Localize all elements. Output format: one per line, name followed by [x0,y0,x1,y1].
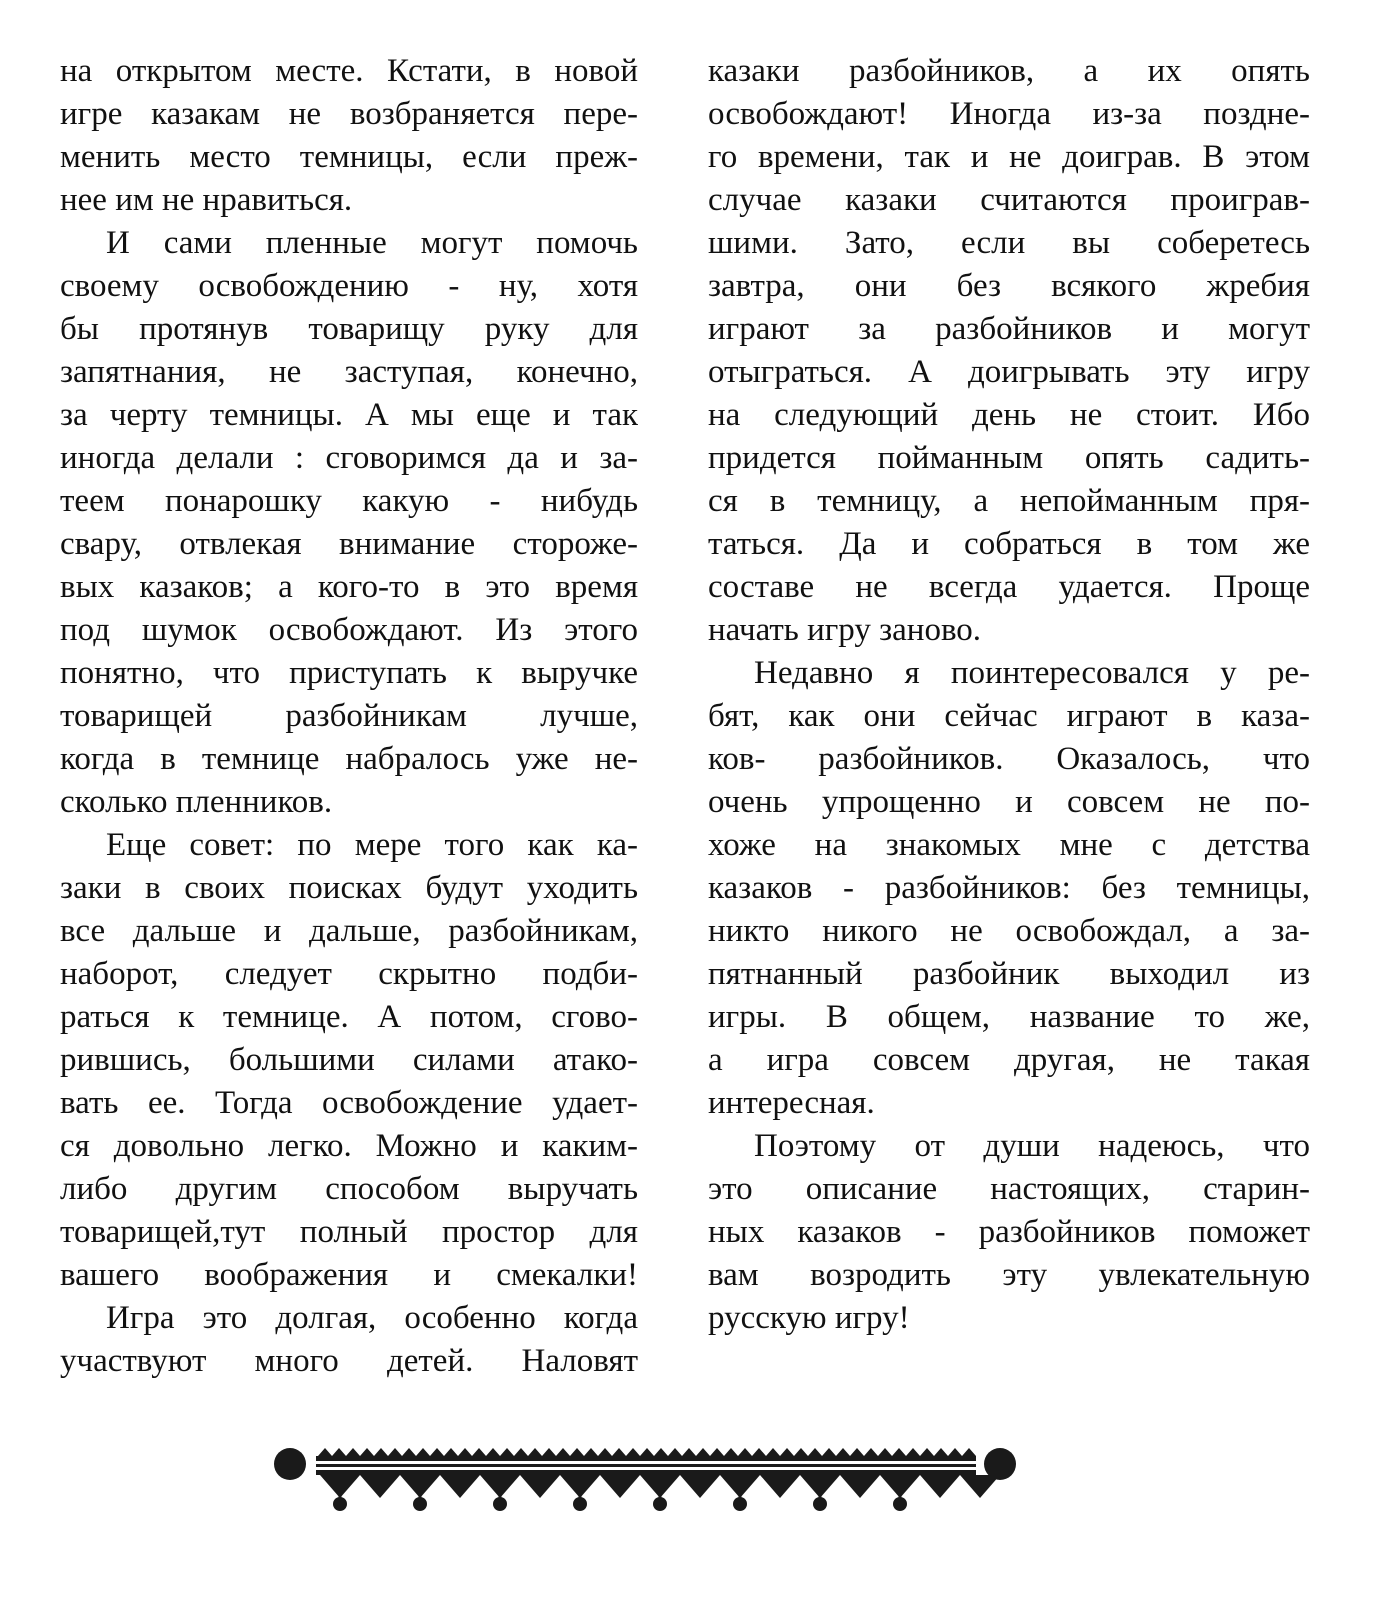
left-text-line: Еще совет: по мере того как ка- [106,827,638,863]
right-text-line: интересная. [708,1085,875,1121]
right-text-line: казаков - разбойников: без темницы, [708,870,1310,906]
right-text-line: го времени, так и не доиграв. В этом [708,139,1310,175]
left-text-line: вать ее. Тогда освобождение удает- [60,1085,638,1121]
left-text-line: ся довольно легко. Можно и каким- [60,1128,638,1164]
right-text-line: составе не всегда удается. Проще [708,569,1310,605]
left-text-line: все дальше и дальше, разбойникам, [60,913,638,949]
left-text-line: товарищей,тут полный простор для [60,1214,638,1250]
left-text-line: товарищей разбойникам лучше, [60,698,638,734]
left-text-line: наборот, следует скрытно подби- [60,956,638,992]
right-text-line: а игра совсем другая, не такая [708,1042,1310,1078]
right-text-line: русскую игру! [708,1300,910,1336]
left-text-line: запятнания, не заступая, конечно, [60,354,638,390]
right-text-line: шими. Зато, если вы соберетесь [708,225,1310,261]
left-text-line: теем понарошку какую - нибудь [60,483,638,519]
right-text-line: ных казаков - разбойников поможет [708,1214,1310,1250]
right-text-line: завтра, они без всякого жребия [708,268,1310,304]
right-text-line: вам возродить эту увлекательную [708,1257,1310,1293]
left-text-line: своему освобождению - ну, хотя [60,268,638,304]
right-text-line: ся в темницу, а непойманным пря- [708,483,1310,519]
left-text-line: вашего воображения и смекалки! [60,1257,638,1293]
right-text-line: придется пойманным опять садить- [708,440,1310,476]
left-text-line: иногда делали : сговоримся да и за- [60,440,638,476]
right-text-line: игры. В общем, название то же, [708,999,1310,1035]
left-text-line: за черту темницы. А мы еще и так [60,397,638,433]
left-text-line: либо другим способом выручать [60,1171,638,1207]
left-text-line: раться к темнице. А потом, сгово- [60,999,638,1035]
left-text-line: менить место темницы, если преж- [60,139,638,175]
right-text-line: случае казаки считаются проиграв- [708,182,1310,218]
decorative-border-icon [260,1440,1040,1520]
right-text-line: это описание настоящих, старин- [708,1171,1310,1207]
left-text-line: Игра это долгая, особенно когда [106,1300,638,1336]
left-text-line: нее им не нравиться. [60,182,353,218]
left-text-line: бы протянув товарищу руку для [60,311,638,347]
right-text-line: начать игру заново. [708,612,982,648]
left-text-line: когда в темнице набралось уже не- [60,741,638,777]
right-text-line: освобождают! Иногда из-за поздне- [708,96,1310,132]
right-text-line: никто никого не освобождал, а за- [708,913,1310,949]
left-text-line: заки в своих поисках будут уходить [60,870,638,906]
left-text-line: рившись, большими силами атако- [60,1042,638,1078]
right-text-line: таться. Да и собраться в том же [708,526,1310,562]
left-column [60,50,638,1383]
right-text-line: хоже на знакомых мне с детства [708,827,1310,863]
right-text-line: ков- разбойников. Оказалось, что [708,741,1310,777]
right-text-line: на следующий день не стоит. Ибо [708,397,1310,433]
left-text-line: вых казаков; а кого-то в это время [60,569,638,605]
right-text-line: Поэтому от души надеюсь, что [754,1128,1310,1164]
right-text-line: отыграться. А доигрывать эту игру [708,354,1310,390]
left-text-line: сколько пленников. [60,784,333,820]
left-text-line: И сами пленные могут помочь [106,225,638,261]
left-text-line: на открытом месте. Кстати, в новой [60,53,638,89]
right-column [708,50,1310,1340]
right-text-line: Недавно я поинтересовался у ре- [754,655,1310,691]
left-text-line: игре казакам не возбраняется пере- [60,96,638,132]
left-text-line: участвуют много детей. Наловят [60,1343,638,1379]
right-text-line: казаки разбойников, а их опять [708,53,1310,89]
right-text-line: бят, как они сейчас играют в каза- [708,698,1310,734]
left-text-line: под шумок освобождают. Из этого [60,612,638,648]
right-text-line: пятнанный разбойник выходил из [708,956,1310,992]
left-text-line: понятно, что приступать к выручке [60,655,638,691]
right-text-line: играют за разбойников и могут [708,311,1310,347]
right-text-line: очень упрощенно и совсем не по- [708,784,1310,820]
left-text-line: свару, отвлекая внимание стороже- [60,526,638,562]
